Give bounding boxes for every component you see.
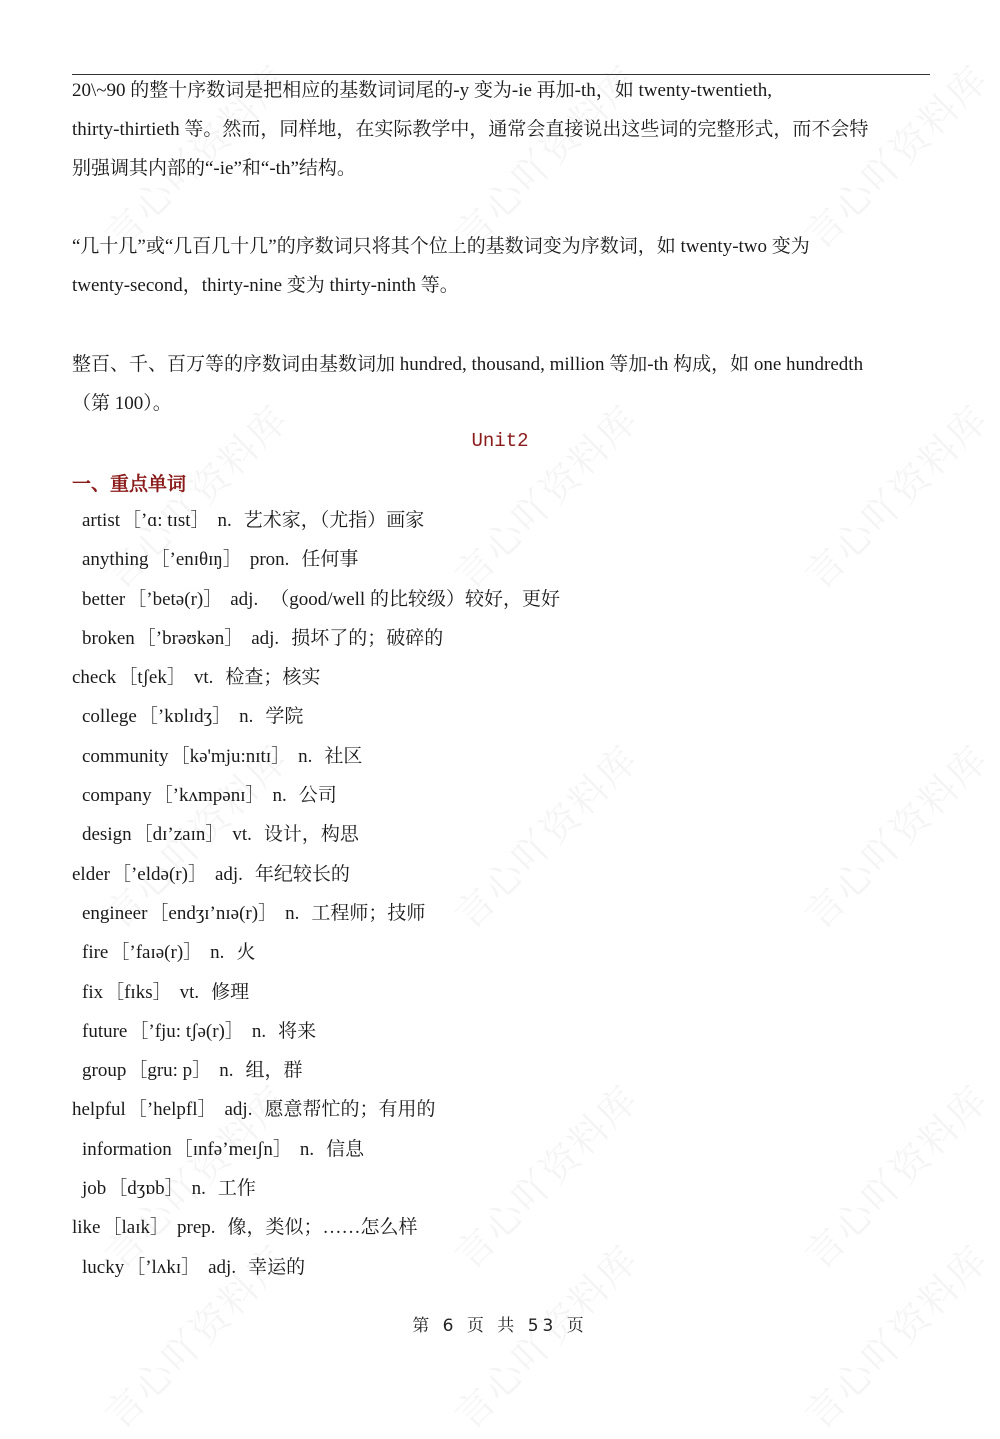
vocab-part-of-speech: n.	[285, 902, 300, 924]
vocab-word: engineer	[82, 902, 148, 924]
vocab-word: broken	[82, 627, 135, 649]
vocab-phonetic: ［gru: p］	[128, 1060, 212, 1082]
vocab-meaning: 损坏了的；破碎的	[291, 627, 444, 649]
vocab-phonetic: ［endʒɪ’nɪə(r)］	[149, 902, 278, 924]
vocab-meaning: 年纪较长的	[254, 863, 350, 885]
paragraph-line: “几十几”或“几百几十几”的序数词只将其个位上的基数词变为序数词，如 twenty-two 变为	[72, 236, 810, 257]
vocab-phonetic: ［’fju: tʃə(r)］	[129, 1020, 244, 1042]
vocab-phonetic: ［’betə(r)］	[127, 588, 223, 610]
paragraph-line: thirty-thirtieth 等。然而，同样地，在实际教学中，通常会直接说出这些词的完整形式，而不会特	[72, 119, 869, 140]
page-footer: 第 6 页 共 53 页	[412, 1316, 588, 1336]
vocab-phonetic: ［’faɪə(r)］	[110, 942, 203, 964]
vocab-entry	[72, 742, 930, 781]
vocab-word: information	[82, 1138, 172, 1160]
vocab-phonetic: ［ɪnfə’meɪʃn］	[173, 1138, 292, 1160]
vocab-meaning: 艺术家，（尤指）画家	[243, 510, 425, 531]
vocab-word: elder	[72, 863, 110, 885]
vocab-entry	[72, 860, 930, 899]
paragraph-line: （第 100）。	[72, 393, 172, 414]
vocab-part-of-speech: n.	[191, 1178, 206, 1200]
section-heading: 一、重点单词	[72, 473, 187, 495]
vocab-part-of-speech: pron.	[249, 549, 290, 571]
vocab-word: company	[82, 785, 152, 807]
vocab-word: artist	[82, 510, 120, 531]
vocab-part-of-speech: n.	[298, 745, 313, 767]
vocab-part-of-speech: n.	[217, 510, 232, 531]
vocab-part-of-speech: n.	[219, 1060, 234, 1082]
vocab-entry	[72, 820, 930, 859]
vocab-word: future	[82, 1020, 128, 1042]
vocab-entry	[72, 663, 930, 702]
vocab-part-of-speech: n.	[251, 1020, 267, 1042]
vocab-phonetic: ［kə'mju:nɪtɪ］	[170, 745, 291, 767]
vocab-word: fix	[82, 981, 104, 1003]
vocab-word: college	[82, 706, 137, 728]
vocab-phonetic: ［dɪ’zaɪn］	[133, 824, 225, 846]
vocabulary-list	[72, 506, 930, 1292]
paragraph-line: 整百、千、百万等的序数词由基数词加 hundred, thousand, million 等加-th 构成，如 one hundredth	[72, 354, 864, 375]
vocab-word: job	[82, 1178, 107, 1200]
vocab-phonetic: ［’kʌmpənɪ］	[153, 785, 265, 807]
vocab-word: fire	[82, 942, 109, 964]
vocab-part-of-speech: n.	[272, 785, 287, 807]
vocab-part-of-speech: n.	[299, 1138, 315, 1160]
vocab-entry	[72, 545, 930, 584]
vocab-meaning: 公司	[298, 785, 337, 807]
vocab-entry	[72, 506, 930, 545]
vocab-entry	[72, 899, 930, 938]
vocab-part-of-speech: adj.	[230, 588, 259, 610]
vocab-meaning: 社区	[324, 745, 363, 767]
vocab-meaning: 检查；核实	[225, 667, 321, 689]
vocab-entry	[72, 1135, 930, 1174]
vocab-entry	[72, 1253, 930, 1292]
vocab-meaning: 火	[236, 942, 256, 964]
vocab-part-of-speech: adj.	[208, 1256, 237, 1278]
vocab-part-of-speech: n.	[239, 706, 254, 728]
vocab-phonetic: ［’brəʊkən］	[136, 627, 244, 649]
vocab-phonetic: ［’helpfl］	[127, 1099, 217, 1121]
vocab-entry	[72, 1095, 930, 1134]
vocab-meaning: 工程师；技师	[311, 902, 426, 924]
vocab-part-of-speech: adj.	[224, 1099, 253, 1121]
vocab-phonetic: ［dʒɒb］	[108, 1178, 184, 1200]
vocab-meaning: 将来	[278, 1020, 317, 1042]
vocab-part-of-speech: adj.	[214, 863, 243, 885]
vocab-meaning: （good/well 的比较级）较好，更好	[270, 588, 560, 610]
vocab-part-of-speech: vt.	[232, 824, 252, 846]
vocab-phonetic: ［’kɒlɪdʒ］	[138, 706, 232, 728]
paragraph-ordinal-compound	[72, 227, 930, 305]
vocab-word: design	[82, 824, 132, 846]
vocab-meaning: 修理	[211, 981, 250, 1003]
vocab-part-of-speech: vt.	[193, 667, 214, 689]
vocab-word: check	[72, 667, 117, 689]
paragraph-line: 20\~90 的整十序数词是把相应的基数词词尾的-y 变为-ie 再加-th，如 twenty-twentieth,	[72, 80, 773, 101]
vocab-phonetic: ［tʃek］	[118, 667, 186, 689]
vocab-part-of-speech: adj.	[251, 627, 280, 649]
vocab-entry	[72, 1056, 930, 1095]
vocab-entry	[72, 938, 930, 977]
paragraph-ordinal-hundreds	[72, 345, 930, 423]
vocab-part-of-speech: n.	[210, 942, 225, 964]
paragraph-line: twenty-second，thirty-nine 变为 thirty-ninth 等。	[72, 275, 459, 296]
vocab-word: helpful	[72, 1099, 126, 1121]
unit-title: Unit2	[471, 430, 529, 452]
vocab-entry	[72, 1017, 930, 1056]
vocab-word: community	[82, 745, 169, 767]
vocab-meaning: 像，类似；……怎么样	[227, 1217, 418, 1239]
vocab-word: like	[72, 1217, 101, 1239]
vocab-phonetic: ［’eldə(r)］	[111, 863, 207, 885]
vocab-phonetic: ［’enɪθɪŋ］	[150, 549, 242, 571]
vocab-meaning: 信息	[326, 1138, 365, 1160]
vocab-entry	[72, 978, 930, 1017]
vocab-phonetic: ［’lʌkɪ］	[126, 1256, 201, 1278]
vocab-meaning: 幸运的	[248, 1256, 306, 1278]
vocab-entry	[72, 585, 930, 624]
vocab-meaning: 工作	[217, 1178, 256, 1200]
vocab-entry	[72, 1213, 930, 1252]
vocab-part-of-speech: prep.	[177, 1217, 216, 1239]
vocab-word: better	[82, 588, 126, 610]
vocab-phonetic: ［laɪk］	[102, 1217, 169, 1239]
vocab-meaning: 设计，构思	[263, 824, 359, 846]
vocab-entry	[72, 624, 930, 663]
vocab-word: group	[82, 1060, 127, 1082]
vocab-meaning: 愿意帮忙的；有用的	[264, 1099, 436, 1121]
vocab-part-of-speech: vt.	[179, 981, 200, 1003]
vocab-meaning: 学院	[265, 706, 304, 728]
vocab-entry	[72, 781, 930, 820]
vocab-entry	[72, 702, 930, 741]
vocab-word: lucky	[82, 1256, 125, 1278]
vocab-meaning: 组，群	[245, 1060, 303, 1082]
vocab-meaning: 任何事	[301, 549, 359, 571]
paragraph-line: 别强调其内部的“-ie”和“-th”结构。	[72, 158, 356, 179]
vocab-word: anything	[82, 549, 149, 571]
paragraph-ordinal-tens	[72, 71, 930, 188]
vocab-entry	[72, 1174, 930, 1213]
vocab-phonetic: ［fɪks］	[105, 981, 172, 1003]
vocab-phonetic: ［’ɑ: tɪst］	[122, 510, 210, 531]
